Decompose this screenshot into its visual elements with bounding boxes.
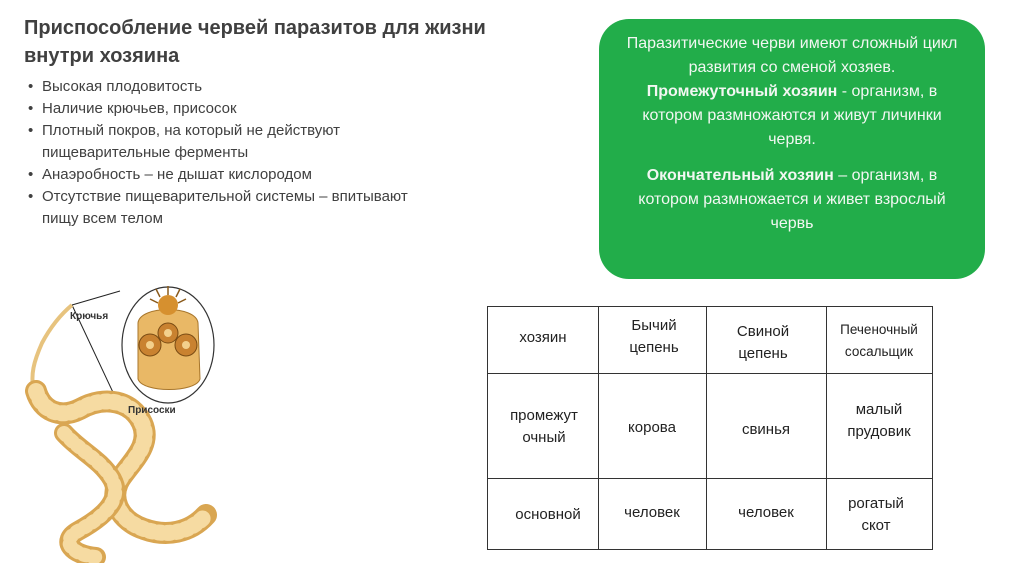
table-cell: малый прудовик (847, 401, 911, 440)
table-header-pork-tapeworm: Свиной цепень (736, 323, 790, 362)
slide-title: Приспособление червей паразитов для жизни внутри хозяина (24, 17, 486, 67)
final-host-desc: – организм, в котором размножается и живет взрослый червь (638, 167, 946, 232)
sucker-center (182, 341, 190, 349)
final-host-term: Окончательный хозяин (646, 167, 834, 184)
list-item: • Отсутствие пищеварительной системы – впитывают пищу всем телом (24, 186, 424, 230)
table-divider (488, 478, 933, 479)
table-divider (706, 307, 707, 550)
adaptations-list (24, 76, 424, 230)
callout-line (72, 291, 120, 305)
table-cell: человек (624, 504, 680, 521)
table-cell: корова (628, 419, 676, 436)
table-divider (488, 373, 933, 374)
list-item: • Плотный покров, на который не действуют пищеварительные ферменты (24, 120, 424, 164)
table-header-beef-tapeworm: Бычий цепень (629, 317, 679, 356)
rostellum-icon (158, 295, 178, 315)
list-item: • Наличие крючьев, присосок (24, 98, 424, 120)
list-item: • Высокая плодовитость (24, 76, 424, 98)
table-cell: свинья (741, 421, 791, 438)
table-cell: человек (738, 504, 794, 521)
cycle-intro-text: Паразитические черви имеют сложный цикл развития со сменой хозяев. (626, 35, 958, 76)
intermediate-host-definition (617, 80, 967, 152)
sucker-center (146, 341, 154, 349)
table-row-label-intermediate: промежут очный (510, 407, 578, 446)
table-cell: рогатый скот (848, 495, 904, 534)
table-row-label-final: основной (515, 506, 581, 523)
worm-neck (32, 305, 72, 391)
intermediate-host-term: Промежуточный хозяин (646, 83, 838, 100)
suckers-label: Присоски (128, 405, 176, 416)
table-divider (598, 307, 599, 550)
table-header-liver-fluke: Печеночный сосальщик (840, 322, 918, 359)
list-item: • Анаэробность – не дышат кислородом (24, 164, 424, 186)
tapeworm-illustration (20, 283, 250, 563)
hooks-label: Крючья (70, 311, 109, 322)
table-header-host: хозяин (519, 329, 567, 346)
host-table (487, 306, 933, 550)
final-host-definition (617, 164, 967, 236)
host-definition-box (599, 19, 985, 279)
sucker-center (164, 329, 172, 337)
intermediate-host-desc: - организм, в котором размножаются и живут личинки червя. (642, 83, 942, 148)
